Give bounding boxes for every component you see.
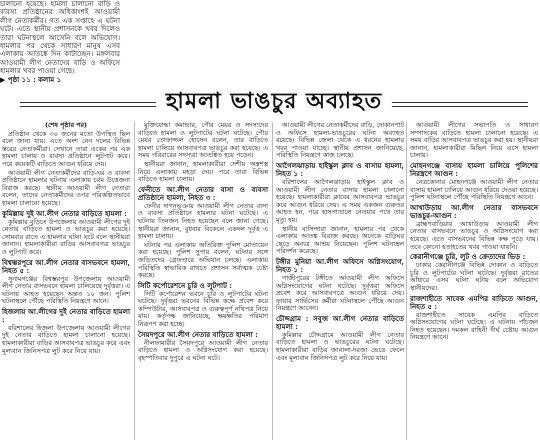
paragraph: সিটি কর্পোরেশন ভবনে চুরি ও লুটপাটের ঘটনা ঘটেছে। দুর্বৃত্তরা ভবনের বিভিন্ন কক্ষে প্রবেশ করে কম্পিউটার, আসবাবপত্র ও গুরুত্বপূর্ণ নথিপত্র নিয়ে যায়। কর্তৃপক্ষ জানিয়েছে, ক্ষয়ক্ষতির পরিমাণ নিরূপণ করা হচ্ছে।: [138, 289, 268, 329]
paragraph: ব্রাহ্মণবাড়িয়ার আখাউড়ায় আওয়ামী লীগ নেতার বাসভবনে ভাঙচুর ও অগ্নিসংযোগ করা হয়েছে। এতে বাসভবনের বিভিন্ন কক্ষ পুড়ে যায়। তবে কোনো হতাহতের খবর পাওয়া যায়নি।: [410, 219, 538, 251]
subheading: মোহনগঞ্জে বাসায় হামলা চালিয়ে পুলিশের নিরস্ত্রণে আগুন :: [410, 160, 538, 178]
subheading: সৈয়দপুরে আ.লীগ নেতার বাড়িতে হামলা :: [138, 329, 258, 339]
subheading: রাজশাহীতে সাবেক এমপির বাড়িতে আগুন, নিহত ৫ :: [410, 293, 538, 311]
continued-on-marker: ▶ পৃষ্ঠা ১১ : কলাম ১: [0, 74, 62, 84]
paragraph: আওয়ামী লীগ নেতাকর্মীদের বাড়ি-ঘর ও ব্যবসা প্রতিষ্ঠানে হামলার ঘটনায় এলাকায় চরম উত্তেজনা বিরাজ করছে। স্থানীয় আওয়ামী লীগ নেতারা বলেন, তাদের নেতাকর্মীদের ওপর পরিকল্পিতভাবে হামলা চালানো হয়েছে।: [2, 168, 130, 207]
paragraph: গাজীপুরের টঙ্গীতে আওয়ামী লীগ অফিসে অগ্নিসংযোগের ঘটনা ঘটেছে। দুর্বৃত্তরা অফিসে প্রবেশ করে আসবাবপত্রে আগুন ধরিয়ে দেয়। ফায়ার সার্ভিসের কর্মীরা ঘটনাস্থলে পৌঁছে আগুন নিয়ন্ত্রণে আনেন।: [276, 273, 404, 313]
column-divider: [134, 122, 135, 440]
paragraph: ফেনীর দাগনভূঞায় আওয়ামী লীগ নেতার বাসা ও ব্যবসা প্রতিষ্ঠানে হামলার ঘটনা ঘটেছে। এ ঘটনায় তিনজন নিহত হয়েছেন বলে জানা গেছে। স্থানীয়রা জানান, বুধবার বিকেলে একদল দুর্বৃত্ত এ হামলা চালায়।: [138, 201, 268, 241]
headline: হামলা ভাঙচুর অব্যাহত: [156, 88, 392, 116]
subheading: আগৈলঝাড়ায় হাইস্কুল ক্লাব ও বাসায় হামলা, নিহত ১ :: [276, 160, 404, 178]
column-1: [2, 122, 130, 440]
subheading: বিশ্বম্ভরপুরে আ.লীগ নেতার বাসভবনে হামলা, নিহত ৫ :: [2, 257, 130, 275]
paragraph: প্রতিষ্ঠান থেকে ৩০ জনের মতো উপস্থিত ছিল বলে জানা যায়। এতে অংশ নেন দলের বিভিন্ন স্তরের নেতাকর্মীরা। সেখানে তারা একের পর এক হামলা চালায় ও ব্যবসা প্রতিষ্ঠানে লুটপাট করে। পরে কয়েকটি বাড়িতে আগুন ধরিয়ে দেয়।: [2, 129, 130, 168]
paragraph: বরিশালের আগৈলঝাড়ায় হাইস্কুল ক্লাব ও আওয়ামী লীগ নেতার বাসায় হামলা চালানো হয়েছে। হামলাকারীরা ক্লাবের আসবাবপত্র ভাঙচুর করে আগুন ধরিয়ে দেয়। এ সময় একজন গুরুতর আহত হন, পরে হাসপাতালে নেওয়ার পথে তার মৃত্যু হয়।: [276, 177, 404, 224]
column-divider: [406, 122, 407, 440]
paragraph: সুনামগঞ্জের বিশ্বম্ভরপুর উপজেলায় আওয়ামী লীগ নেতার বাসভবনে হামলা চালিয়েছে দুর্বৃত্তরা। এ ঘটনায় আহত হয়েছেন অন্তত ১০ জন। পুলিশ ঘটনাস্থলে পৌঁছে পরিস্থিতি নিয়ন্ত্রণে আনে।: [2, 274, 130, 306]
paragraph: কুমিল্লার বুড়িচং উপজেলায় আওয়ামী লীগের দুই নেতার বাড়িতে হামলা ও ভাঙচুর করা হয়েছে। সোমবার রাতে এ হামলার ঘটনা ঘটে বলে স্থানীয়রা জানান। হামলাকারীরা বাড়ির আসবাবপত্র ভাঙচুর ও লুটপাট করে।: [2, 217, 130, 256]
continued-from-label: (শেষ পৃষ্ঠার পর): [44, 121, 88, 129]
column-4: [410, 122, 538, 440]
column-divider: [272, 122, 273, 440]
paragraph: কুমিল্লার চৌদ্দগ্রামে আওয়ামী লীগ নেতার বাড়িতে হামলা ও ভাঙচুরের ঘটনা ঘটেছে। হামলাকারীরা বাড়ির জানালা-দরজা ভেঙে ফেলে এবং মূল্যবান জিনিসপত্র লুট করে নিয়ে যায়।: [276, 330, 404, 362]
paragraph: ঘটনার পর এলাকায় অতিরিক্ত পুলিশ মোতায়েন করা হয়েছে। পুলিশ সুপার বলেন, ঘটনার সঙ্গে জড়িতদের গ্রেফতারে অভিযান চলছে। এলাকায় পরিস্থিতি স্বাভাবিক রাখতে প্রশাসন সর্বাত্মক চেষ্টা করছে।: [138, 240, 268, 280]
subheading: হিজলায় আ.লীগের দুই নেতার বাড়িতে হামলা :: [2, 306, 130, 324]
subheading: ফেনীতে আ.লীগ নেতার বাসা ও ব্যবসা প্রতিষ্ঠানে হামলা, নিহত ৩ :: [138, 184, 268, 202]
subheading: কুমিল্লায় দুই আ.লীগ নেতার বাড়িতে হামলা :: [2, 208, 127, 218]
paragraph: স্থানীয় বাসিন্দারা জানান, হামলার পর থেকে এলাকায় আতঙ্ক বিরাজ করছে। অনেকে বাড়িঘর ছেড়ে অন্যত্র আশ্রয় নিয়েছেন। পুলিশ ঘটনাস্থল পরিদর্শন করেছে।: [276, 224, 404, 256]
paragraph: আওয়ামী লীগের সভাপতি ও সাধারণ সম্পাদকের বাড়িতে হামলা চালানো হয়েছে। এ সময় বাড়ির আসবাবপত্র ভাঙচুর করা হয়। স্থানীয়রা জানান, হামলাকারীরা মিছিল নিয়ে এসে হামলা চালায়।: [410, 121, 538, 160]
column-3: [276, 122, 404, 440]
paragraph: রাজশাহীতে সাবেক এমপির বাড়িতে অগ্নিসংযোগের ঘটনা ঘটেছে। এ ঘটনায় পাঁচজন নিহত হয়েছেন। দমকল বাহিনী দীর্ঘ চেষ্টায় আগুন নিয়ন্ত্রণে আনে।: [410, 310, 538, 342]
paragraph: ঢাকার কেরানীগঞ্জে বিভিন্ন দোকান ও বাড়িতে চুরি ও লুটপাটের ঘটনা ঘটেছে। দুর্বৃত্তরা রাতের আঁধারে এসব ঘটনা ঘটায় বলে অভিযোগ স্থানীয়দের।: [410, 261, 538, 292]
article-columns: [0, 122, 540, 440]
subheading: চৌদ্দগ্রাম : সবুজ আ.লীগ নেতার বাড়িতে হামলা :: [276, 313, 404, 331]
fragment-text: চালানো হয়েছে। হামলা চালানো বাড়ি ও ব্যবসা প্রতিষ্ঠানের অধিকাংশই আওয়ামী লীগ নেতাকর্মীর। গত এক সপ্তাহে এ ঘটনা ঘটে। এতে স্থানীয় প্রশাসনকে খবর দিলেও তারা ঘটনাস্থলে আসেনি বলে অভিযোগ। হামলার পর থেকে সাধারণ মানুষ এসব এলাকায় আতঙ্কে দিন কাটাচ্ছেন। মঙ্গলবার আওয়ামী লীগ নেতাদের বাড়ি ও অফিসে হামলার খবর পাওয়া গেছে।: [0, 0, 120, 76]
paragraph: আওয়ামী লীগের নেতাকর্মীদের বাড়ি, দোকানপাট ও অফিসে হামলা-ভাঙচুরের ঘটনা অব্যাহত রয়েছে। বিভিন্ন জেলা থেকে এ ধরনের হামলার খবর পাওয়া যাচ্ছে। স্থানীয় প্রশাসন জানিয়েছে, পরিস্থিতি নিয়ন্ত্রণে কাজ চলছে।: [276, 121, 404, 160]
paragraph: নীলফামারীর সৈয়দপুরে আওয়ামী লীগ নেতার বাড়িতে হামলা ও অগ্নিসংযোগ করা হয়েছে। বৃহস্পতিবার দুপুরে এ ঘটনা ঘটে।: [138, 338, 268, 362]
subheading: টঙ্গীর মুনিয়া আ.লীগ অফিসে অগ্নিসংযোগ, নিহত ১ :: [276, 256, 404, 274]
previous-article-fragment: [0, 0, 120, 84]
subheading: সিটি কর্পোরেশনে চুরি ও লুটপাট :: [138, 280, 232, 290]
paragraph: নেত্রকোনার মোহনগঞ্জে আওয়ামী লীগ নেতার বাসায় হামলা চালিয়ে আগুন ধরিয়ে দেওয়া হয়েছে। পুলিশ ঘটনাস্থলে পৌঁছে পরিস্থিতি নিয়ন্ত্রণে আনে।: [410, 177, 538, 202]
paragraph: স্থানীয়রা জানান, হামলাকারীরা দেশীয় অস্ত্রশস্ত্র নিয়ে এলাকায় মহড়া দেয়। পরে তারা বিভিন্ন বাড়িতে হামলা চালায়।: [138, 159, 268, 184]
column-2: [138, 122, 268, 440]
subheading: আখাউড়ায় আ.লীগ নেতার বাসভবনে ভাঙচুর-আগুন :: [410, 202, 538, 220]
headline-block: [20, 88, 528, 118]
paragraph: মুক্তিযোদ্ধা কমান্ডার, পৌর মেয়র ও সদস্যদের বাড়িতে হামলা ও লুটপাটের ঘটনা ঘটেছে। পৌর মেয়র তোফাজ্জল হোসেন বলেন, তার বাড়িতে হামলা চালিয়ে আসবাবপত্র ভাঙচুর করা হয়েছে। এ সময় পরিবারের সদস্যরা আতঙ্কিত হয়ে পড়েন।: [138, 121, 268, 160]
paragraph: বরিশালের হিজলা উপজেলায় আওয়ামী লীগের দুই নেতার বাড়িতে হামলা চালানো হয়েছে। হামলাকারীরা বাড়ির আসবাবপত্র ভাঙচুর করে এবং মূল্যবান জিনিসপত্র লুট করে নিয়ে যায়।: [2, 323, 130, 355]
subheading: কেরানীগঞ্জে চুরি, লুট ও ক্রেতাদের ভিড় :: [410, 252, 526, 262]
